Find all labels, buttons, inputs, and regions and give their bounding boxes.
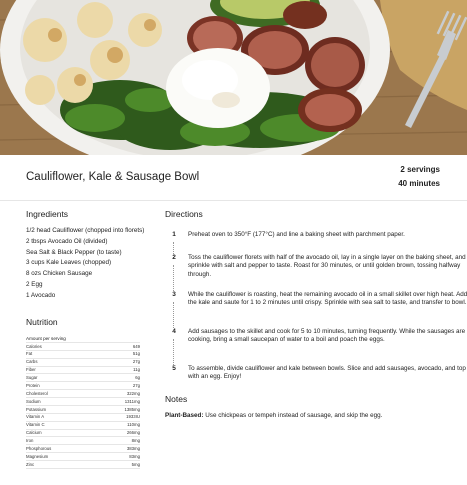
nutrient-value: 110mg — [97, 421, 140, 429]
nutrient-value: 8mg — [97, 437, 140, 445]
nutrient-name: Carbs — [26, 358, 97, 366]
step-text: Toss the cauliflower florets with half of the avocado oil, lay in a single layer on the baking sheet, and sprinkle with salt and pepper to taste. Roast for 30 minutes, or until golden brown, tossing halfway through. — [188, 254, 466, 278]
nutrition-row — [26, 429, 140, 437]
nutrient-name: Protein — [26, 382, 97, 390]
ingredient-item: Sea Salt & Black Pepper (to taste) — [26, 248, 122, 256]
nutrient-name: Potassium — [26, 405, 97, 413]
step-number: 1 — [172, 231, 176, 238]
nutrition-row — [26, 382, 140, 390]
nutrition-row — [26, 453, 140, 461]
nutrition-header-label: Amount per serving — [26, 335, 140, 342]
nutrient-name: Sodium — [26, 398, 97, 406]
nutrient-value: 6g — [97, 374, 140, 382]
nutrition-row — [26, 445, 140, 453]
servings-count: 2 servings — [400, 165, 440, 174]
notes-label: Plant-Based: — [165, 412, 204, 419]
nutrient-value: 5mg — [97, 461, 140, 469]
step-connector — [173, 339, 175, 365]
step-text: To assemble, divide cauliflower and kale between bowls. Slice and add sausages, avocado, and top with an egg. Enjoy! — [188, 365, 466, 381]
nutrient-value: 27g — [97, 382, 140, 390]
ingredient-item: 2 tbsps Avocado Oil (divided) — [26, 237, 108, 245]
nutrition-row — [26, 413, 140, 421]
nutrient-name: Vitamin A — [26, 413, 97, 421]
nutrient-value: 649 — [97, 342, 140, 350]
step-text: Add sausages to the skillet and cook for 5 to 10 minutes, turning frequently. While the sausages are cooking, bring a small saucepan of water to a boil and poach the eggs. — [188, 328, 466, 344]
step-text: While the cauliflower is roasting, heat the remaining avocado oil in a small skillet over high heat. Add the kale and saute for 1 to 2 minutes until crispy. Sprinkle with sea salt to taste, and transfer to bowl. — [188, 291, 467, 307]
direction-step — [165, 254, 467, 279]
nutrition-row — [26, 342, 140, 350]
nutrient-name: Cholesterol — [26, 390, 97, 398]
nutrition-row — [26, 374, 140, 382]
directions-section — [165, 209, 467, 381]
nutrition-row — [26, 461, 140, 469]
nutrition-section — [26, 317, 141, 469]
step-number: 5 — [172, 365, 176, 372]
nutrition-row — [26, 358, 140, 366]
ingredient-item: 2 Egg — [26, 280, 43, 288]
ingredients-list — [26, 227, 146, 300]
ingredient-item: 1 Avocado — [26, 291, 56, 299]
direction-step — [165, 328, 467, 345]
nutrient-name: Magnesium — [26, 453, 97, 461]
nutrient-name: Sugar — [26, 374, 97, 382]
directions-heading: Directions — [165, 209, 203, 219]
step-text: Preheat oven to 350°F (177°C) and line a baking sheet with parchment paper. — [188, 231, 405, 238]
direction-step — [165, 365, 467, 382]
ingredient-item: 1/2 head Cauliflower (chopped into florets) — [26, 227, 145, 234]
nutrition-row — [26, 398, 140, 406]
nutrition-row — [26, 437, 140, 445]
ingredient-item: 8 ozs Chicken Sausage — [26, 270, 93, 278]
nutrient-name: Vitamin C — [26, 421, 97, 429]
nutrient-value: 266mg — [97, 429, 140, 437]
nutrient-name: Fiber — [26, 366, 97, 374]
nutrient-name: Phosphorous — [26, 445, 97, 453]
step-number: 3 — [172, 291, 176, 298]
nutrition-row — [26, 366, 140, 374]
nutrition-row — [26, 390, 140, 398]
recipe-photo — [0, 0, 467, 155]
nutrient-value: 11g — [97, 366, 140, 374]
nutrient-value: 1385mg — [97, 405, 140, 413]
nutrition-row — [26, 421, 140, 429]
nutrition-table — [26, 335, 140, 469]
nutrient-value: 51g — [97, 350, 140, 358]
nutrient-value: 383mg — [97, 445, 140, 453]
nutrient-value: 27g — [97, 358, 140, 366]
nutrient-name: Fat — [26, 350, 97, 358]
notes-text: Use chickpeas or tempeh instead of sausage, and skip the egg. — [205, 412, 383, 419]
nutrient-value: 322mg — [97, 390, 140, 398]
nutrient-value: 1933IU — [97, 413, 140, 421]
cook-time: 40 minutes — [398, 179, 440, 188]
nutrition-header-row — [26, 335, 140, 342]
nutrient-name: Calories — [26, 342, 97, 350]
nutrition-heading: Nutrition — [26, 317, 58, 327]
ingredient-item: 3 cups Kale Leaves (chopped) — [26, 259, 112, 267]
nutrient-value: 83mg — [97, 453, 140, 461]
step-number: 4 — [172, 328, 176, 335]
direction-step — [165, 291, 467, 308]
nutrient-name: Zinc — [26, 461, 97, 469]
recipe-header — [0, 155, 467, 201]
nutrient-name: Calcium — [26, 429, 97, 437]
nutrition-row — [26, 405, 140, 413]
nutrient-name: Iron — [26, 437, 97, 445]
notes-body — [165, 412, 450, 420]
ingredients-heading: Ingredients — [26, 209, 69, 219]
direction-step — [165, 231, 467, 239]
ingredients-section — [26, 209, 146, 303]
step-number: 2 — [172, 254, 176, 261]
nutrient-value: 1311mg — [97, 398, 140, 406]
notes-heading: Notes — [165, 394, 188, 404]
step-connector — [173, 302, 175, 328]
recipe-title: Cauliflower, Kale & Sausage Bowl — [26, 171, 200, 183]
step-connector — [173, 265, 175, 291]
nutrition-row — [26, 350, 140, 358]
